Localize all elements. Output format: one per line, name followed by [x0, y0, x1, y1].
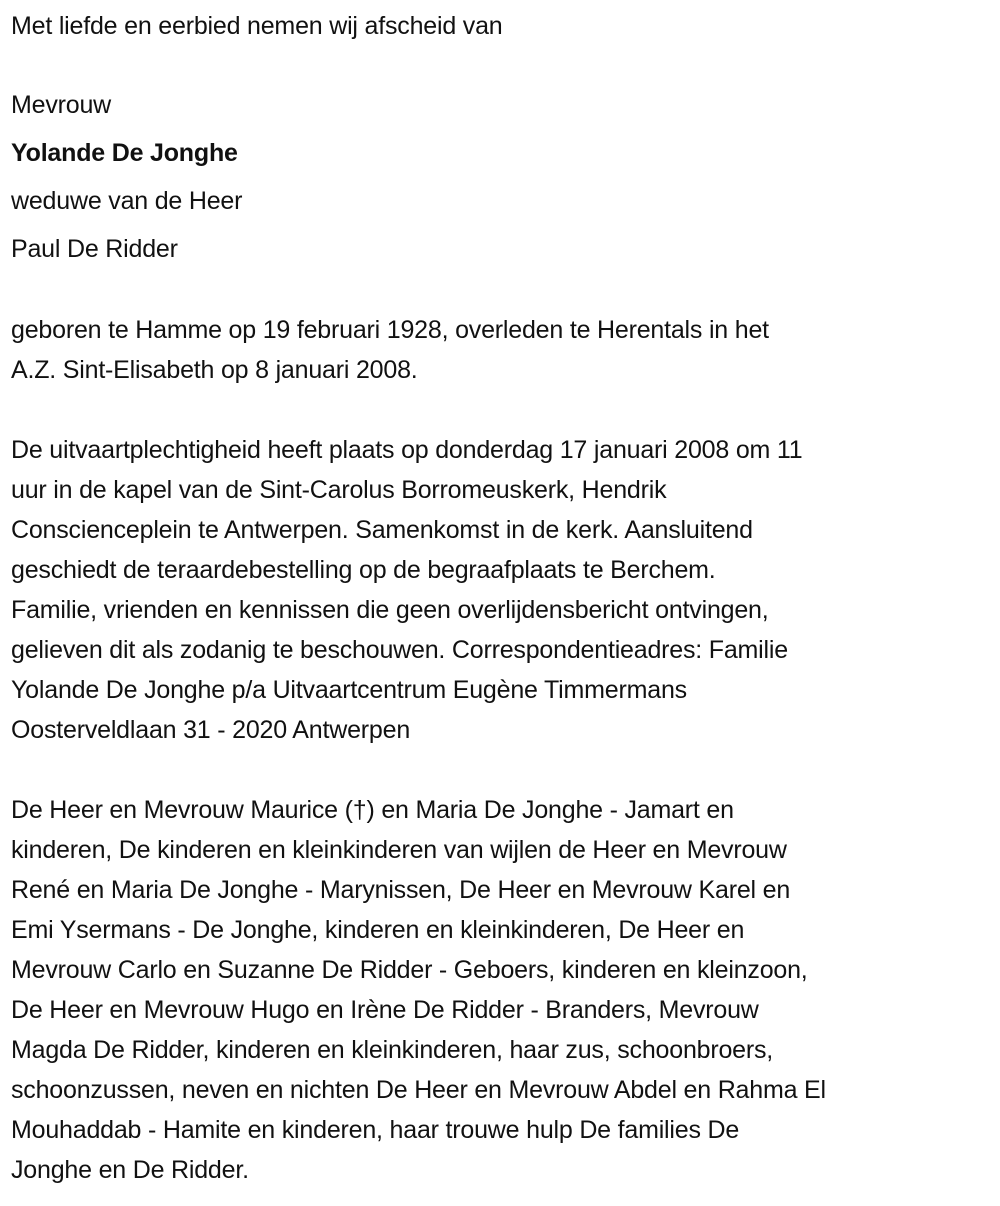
paragraph-line: Mouhaddab - Hamite en kinderen, haar trouwe hulp De families De	[11, 1116, 740, 1144]
spouse-name: Paul De Ridder	[11, 235, 178, 263]
paragraph-line: Jonghe en De Ridder.	[11, 1156, 249, 1184]
deceased-block	[11, 89, 242, 281]
deceased-name: Yolande De Jonghe	[11, 139, 238, 167]
paragraph-line: uur in de kapel van de Sint-Carolus Borromeuskerk, Hendrik	[11, 476, 667, 504]
paragraph-line: René en Maria De Jonghe - Marynissen, De Heer en Mevrouw Karel en	[11, 876, 791, 904]
family-paragraph	[11, 790, 826, 1190]
paragraph-line: geschiedt de teraardebestelling op de begraafplaats te Berchem.	[11, 556, 716, 584]
relation-text: weduwe van de Heer	[11, 187, 243, 215]
funeral-service-paragraph	[11, 430, 802, 750]
birth-death-paragraph	[11, 310, 769, 390]
paragraph-line: kinderen, De kinderen en kleinkinderen van wijlen de Heer en Mevrouw	[11, 836, 787, 864]
paragraph-line: De Heer en Mevrouw Hugo en Irène De Ridder - Branders, Mevrouw	[11, 996, 759, 1024]
paragraph-line: Magda De Ridder, kinderen en kleinkinderen, haar zus, schoonbroers,	[11, 1036, 774, 1064]
paragraph-line: A.Z. Sint-Elisabeth op 8 januari 2008.	[11, 356, 418, 384]
paragraph-line: Yolande De Jonghe p/a Uitvaartcentrum Eugène Timmermans	[11, 676, 687, 704]
paragraph-line: Familie, vrienden en kennissen die geen overlijdensbericht ontvingen,	[11, 596, 769, 624]
paragraph-line: Oosterveldlaan 31 - 2020 Antwerpen	[11, 716, 411, 744]
paragraph-line: geboren te Hamme op 19 februari 1928, overleden te Herentals in het	[11, 316, 769, 344]
paragraph-line: Mevrouw Carlo en Suzanne De Ridder - Geboers, kinderen en kleinzoon,	[11, 956, 808, 984]
paragraph-line: schoonzussen, neven en nichten De Heer en Mevrouw Abdel en Rahma El	[11, 1076, 826, 1104]
paragraph-line: De uitvaartplechtigheid heeft plaats op donderdag 17 januari 2008 om 11	[11, 436, 803, 464]
intro-text: Met liefde en eerbied nemen wij afscheid van	[11, 12, 503, 40]
paragraph-line: Emi Ysermans - De Jonghe, kinderen en kleinkinderen, De Heer en	[11, 916, 745, 944]
paragraph-line: De Heer en Mevrouw Maurice (†) en Maria De Jonghe - Jamart en	[11, 796, 734, 824]
honorific: Mevrouw	[11, 91, 112, 119]
paragraph-line: gelieven dit als zodanig te beschouwen. Correspondentieadres: Familie	[11, 636, 788, 664]
paragraph-line: Conscienceplein te Antwerpen. Samenkomst in de kerk. Aansluitend	[11, 516, 753, 544]
